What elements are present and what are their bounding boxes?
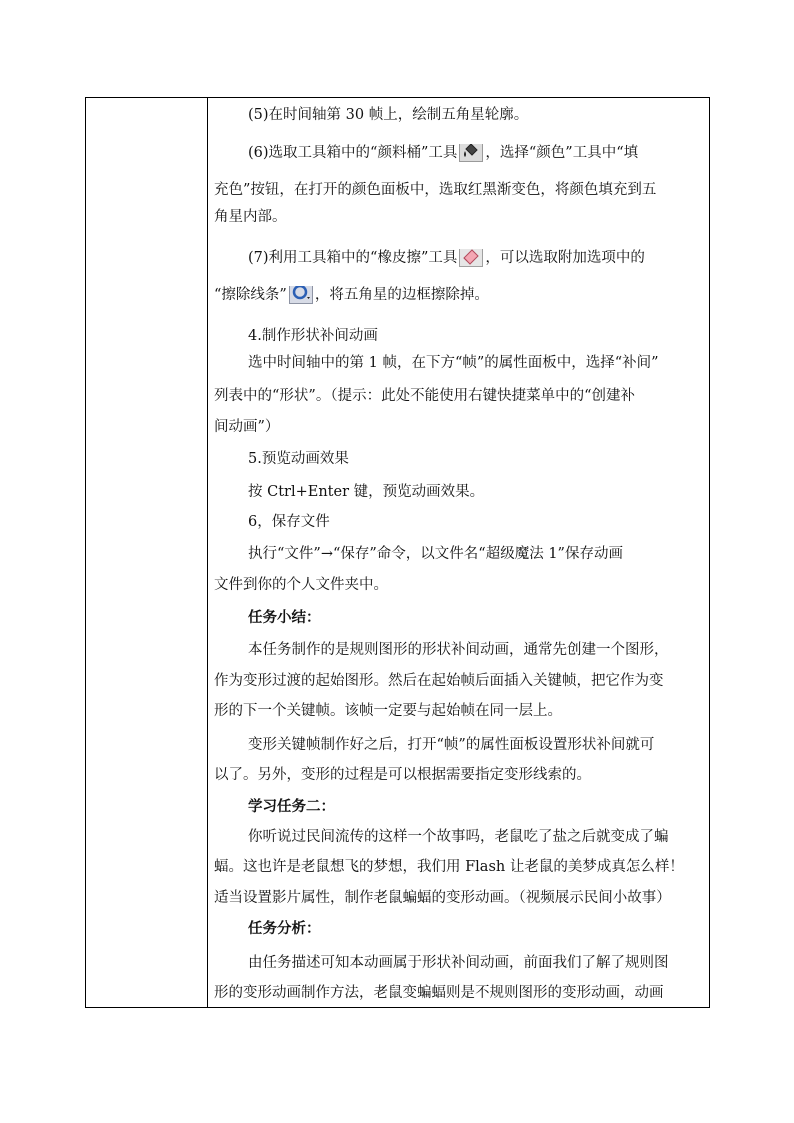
step7-line1 (248, 249, 705, 267)
step7-text-a: (7)利用工具箱中的“橡皮擦”工具 (248, 250, 458, 266)
task2-line2: 蝠。这也许是老鼠想飞的梦想，我们用 Flash 让老鼠的美梦成真怎么样！ (214, 859, 684, 875)
paint-bucket-icon (459, 144, 483, 162)
task2-line1: 你听说过民间流传的这样一个故事吗，老鼠吃了盐之后就变成了蝙 (248, 829, 669, 845)
summary-line2: 作为变形过渡的起始图形。然后在起始帧后面插入关键帧，把它作为变 (214, 673, 664, 689)
section6-heading: 6，保存文件 (248, 514, 330, 530)
task2-line3: 适当设置影片属性，制作老鼠蝙蝠的变形动画。（视频展示民间小故事） (214, 890, 671, 906)
section5-heading: 5.预览动画效果 (248, 451, 349, 467)
section5-text: 按 Ctrl+Enter 键，预览动画效果。 (248, 484, 485, 500)
step6-text-b: ，选择“颜色”工具中“填 (485, 145, 639, 161)
summary-line3: 形的下一个关键帧。该帧一定要与起始帧在同一层上。 (214, 703, 562, 719)
content-table (85, 97, 710, 1008)
step5-text: (5)在时间轴第 30 帧上，绘制五角星轮廓。 (248, 107, 529, 123)
section4-heading: 4.制作形状补间动画 (248, 328, 378, 344)
section6-line2: 文件到你的个人文件夹中。 (214, 577, 388, 593)
step6-line1 (248, 144, 705, 162)
step6-line3: 角星内部。 (214, 209, 287, 225)
summary-line4: 变形关键帧制作好之后，打开“帧”的属性面板设置形状补间就可 (248, 737, 655, 753)
summary-line1: 本任务制作的是规则图形的形状补间动画，通常先创建一个图形， (248, 642, 669, 658)
section6-line1: 执行“文件”→“保存”命令，以文件名“超级魔法 1”保存动画 (248, 546, 623, 562)
erase-lines-icon (289, 286, 313, 304)
summary-line5: 以了。另外，变形的过程是可以根据需要指定变形线索的。 (214, 767, 591, 783)
analysis-line2: 形的变形动画制作方法，老鼠变蝙蝠则是不规则图形的变形动画，动画 (214, 985, 664, 1001)
task2-title: 学习任务二： (248, 798, 335, 815)
step7-text-b: ，可以选取附加选项中的 (485, 250, 645, 266)
analysis-line1: 由任务描述可知本动画属于形状补间动画，前面我们了解了规则图 (248, 955, 669, 971)
summary-title: 任务小结： (248, 609, 321, 626)
eraser-icon (459, 249, 483, 267)
section4-line1: 选中时间轴中的第 1 帧，在下方“帧”的属性面板中，选择“补间” (248, 355, 659, 371)
step6-text-a: (6)选取工具箱中的“颜料桶”工具 (248, 145, 458, 161)
step7-text-d: ，将五角星的边框擦除掉。 (314, 287, 489, 303)
section4-line3: 间动画”） (214, 419, 280, 435)
table-right-column (208, 98, 709, 1007)
analysis-title: 任务分析： (248, 920, 321, 937)
step7-line2 (214, 286, 705, 304)
table-left-column (86, 98, 208, 1007)
step7-text-c: “擦除线条” (214, 287, 287, 303)
section4-line2: 列表中的“形状”。（提示：此处不能使用右键快捷菜单中的“创建补 (214, 388, 635, 404)
step6-line2: 充色”按钮，在打开的颜色面板中，选取红黑渐变色，将颜色填充到五 (214, 182, 657, 198)
